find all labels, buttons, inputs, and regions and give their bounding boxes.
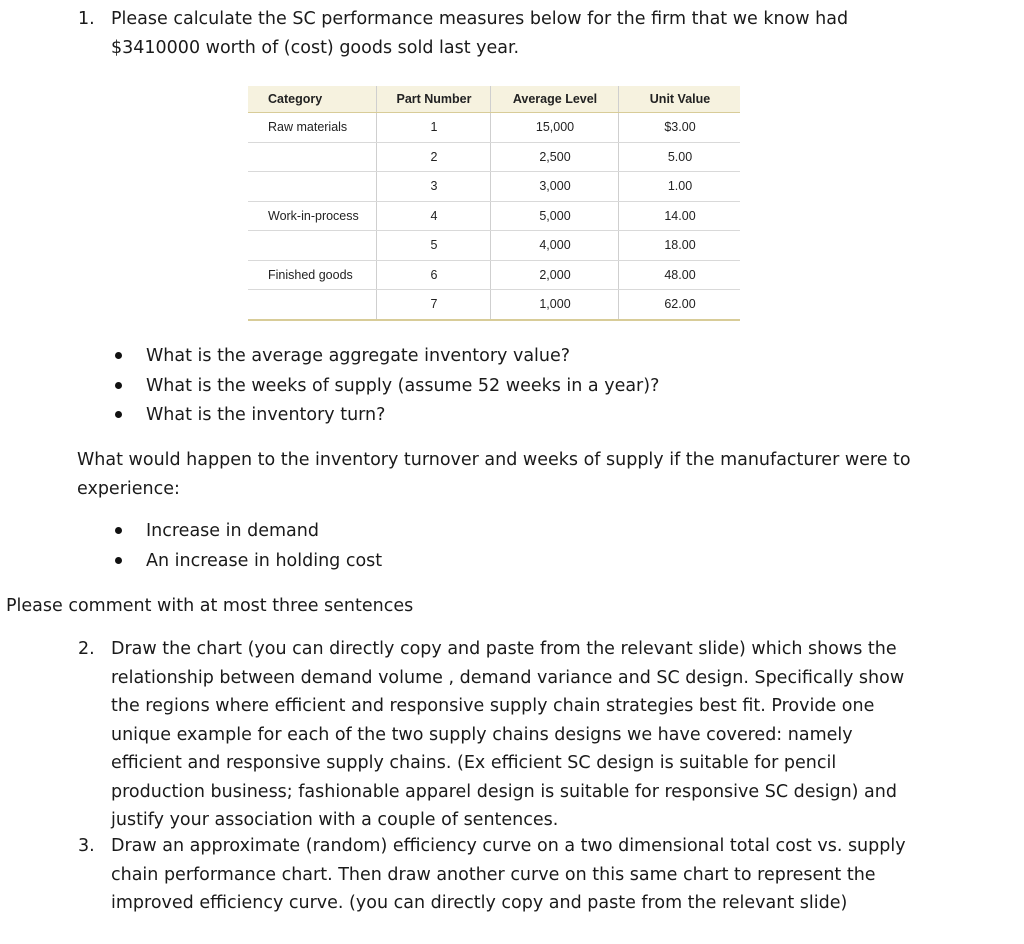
q3-text: [111, 832, 906, 918]
q1-number: 1.: [78, 9, 95, 29]
bullet-icon: [115, 557, 122, 564]
q2-line: Draw the chart (you can directly copy and paste from the relevant slide) which shows the: [111, 639, 897, 659]
bullet-inventory-turn: What is the inventory turn?: [146, 405, 386, 425]
q2-text: [111, 635, 904, 835]
cell-category: [248, 172, 376, 201]
table-row: [248, 261, 740, 291]
cell-level: 15,000: [490, 113, 619, 142]
q2-number: 2.: [78, 639, 95, 659]
table-row: [248, 113, 740, 143]
cell-part: 5: [376, 231, 491, 260]
comment-instruction: Please comment with at most three sentences: [6, 596, 414, 616]
cell-value: 18.00: [618, 231, 741, 260]
cell-level: 5,000: [490, 202, 619, 231]
what-if-line1: What would happen to the inventory turnover and weeks of supply if the manufacturer were to: [77, 450, 911, 470]
table-row: [248, 143, 740, 173]
q3-line: chain performance chart. Then draw another curve on this same chart to represent the: [111, 864, 876, 885]
cell-category: [248, 231, 376, 260]
cell-part: 6: [376, 261, 491, 290]
what-if-line2: experience:: [77, 478, 180, 499]
bullet-holding-cost: An increase in holding cost: [146, 551, 383, 571]
table-row: [248, 202, 740, 232]
cell-value: 62.00: [618, 290, 741, 319]
q1-line2: $3410000 worth of (cost) goods sold last year.: [111, 37, 520, 58]
cell-part: 4: [376, 202, 491, 231]
cell-part: 2: [376, 143, 491, 172]
q1-text: [111, 5, 848, 62]
q2-line: unique example for each of the two supply chains designs we have covered: namely: [111, 724, 853, 745]
cell-category: Raw materials: [268, 120, 348, 135]
q3-number: 3.: [78, 836, 95, 856]
cell-category: Finished goods: [268, 267, 353, 282]
cell-value: 14.00: [618, 202, 741, 231]
bullet-increase-demand: Increase in demand: [146, 521, 319, 541]
q2-line: justify your association with a couple of sentences.: [111, 810, 559, 830]
cell-level: 3,000: [490, 172, 619, 201]
table-row: [248, 290, 740, 321]
cell-level: 1,000: [490, 290, 619, 319]
cell-level: 2,500: [490, 143, 619, 172]
bullet-average-inventory: What is the average aggregate inventory value?: [146, 346, 571, 366]
q2-line: relationship between demand volume , demand variance and SC design. Specifically show: [111, 667, 905, 688]
cell-part: 1: [376, 113, 491, 142]
q3-line: Draw an approximate (random) efficiency curve on a two dimensional total cost vs. supply: [111, 836, 906, 856]
table-row: [248, 231, 740, 261]
cell-level: 4,000: [490, 231, 619, 260]
header-unit-value: Unit Value: [618, 86, 741, 112]
cell-part: 7: [376, 290, 491, 319]
cell-value: 1.00: [618, 172, 741, 201]
table-row: [248, 172, 740, 202]
cell-category: [248, 143, 376, 172]
cell-value: 48.00: [618, 261, 741, 290]
header-category: Category: [268, 92, 323, 106]
header-part-number: Part Number: [376, 86, 491, 112]
bullet-icon: [115, 411, 122, 418]
bullet-icon: [115, 382, 122, 389]
cell-value: $3.00: [618, 113, 741, 142]
q2-line: efficient and responsive supply chains. (Ex efficient SC design is suitable for pencil: [111, 753, 837, 773]
cell-category: Work-in-process: [268, 208, 359, 223]
header-average-level: Average Level: [490, 86, 619, 112]
q3-line: improved efficiency curve. (you can directly copy and paste from the relevant slide): [111, 893, 848, 913]
cell-part: 3: [376, 172, 491, 201]
cell-level: 2,000: [490, 261, 619, 290]
table-header: [248, 86, 740, 113]
q2-line: production business; fashionable apparel design is suitable for responsive SC design) and: [111, 781, 897, 802]
cell-value: 5.00: [618, 143, 741, 172]
inventory-table: [248, 86, 740, 321]
bullet-icon: [115, 352, 122, 359]
what-if-paragraph: [77, 446, 911, 503]
bullet-weeks-of-supply: What is the weeks of supply (assume 52 weeks in a year)?: [146, 376, 660, 396]
cell-category: [248, 290, 376, 319]
q2-line: the regions where efficient and responsive supply chain strategies best fit. Provide one: [111, 696, 875, 716]
bullet-icon: [115, 527, 122, 534]
q1-line1: Please calculate the SC performance measures below for the firm that we know had: [111, 9, 849, 29]
